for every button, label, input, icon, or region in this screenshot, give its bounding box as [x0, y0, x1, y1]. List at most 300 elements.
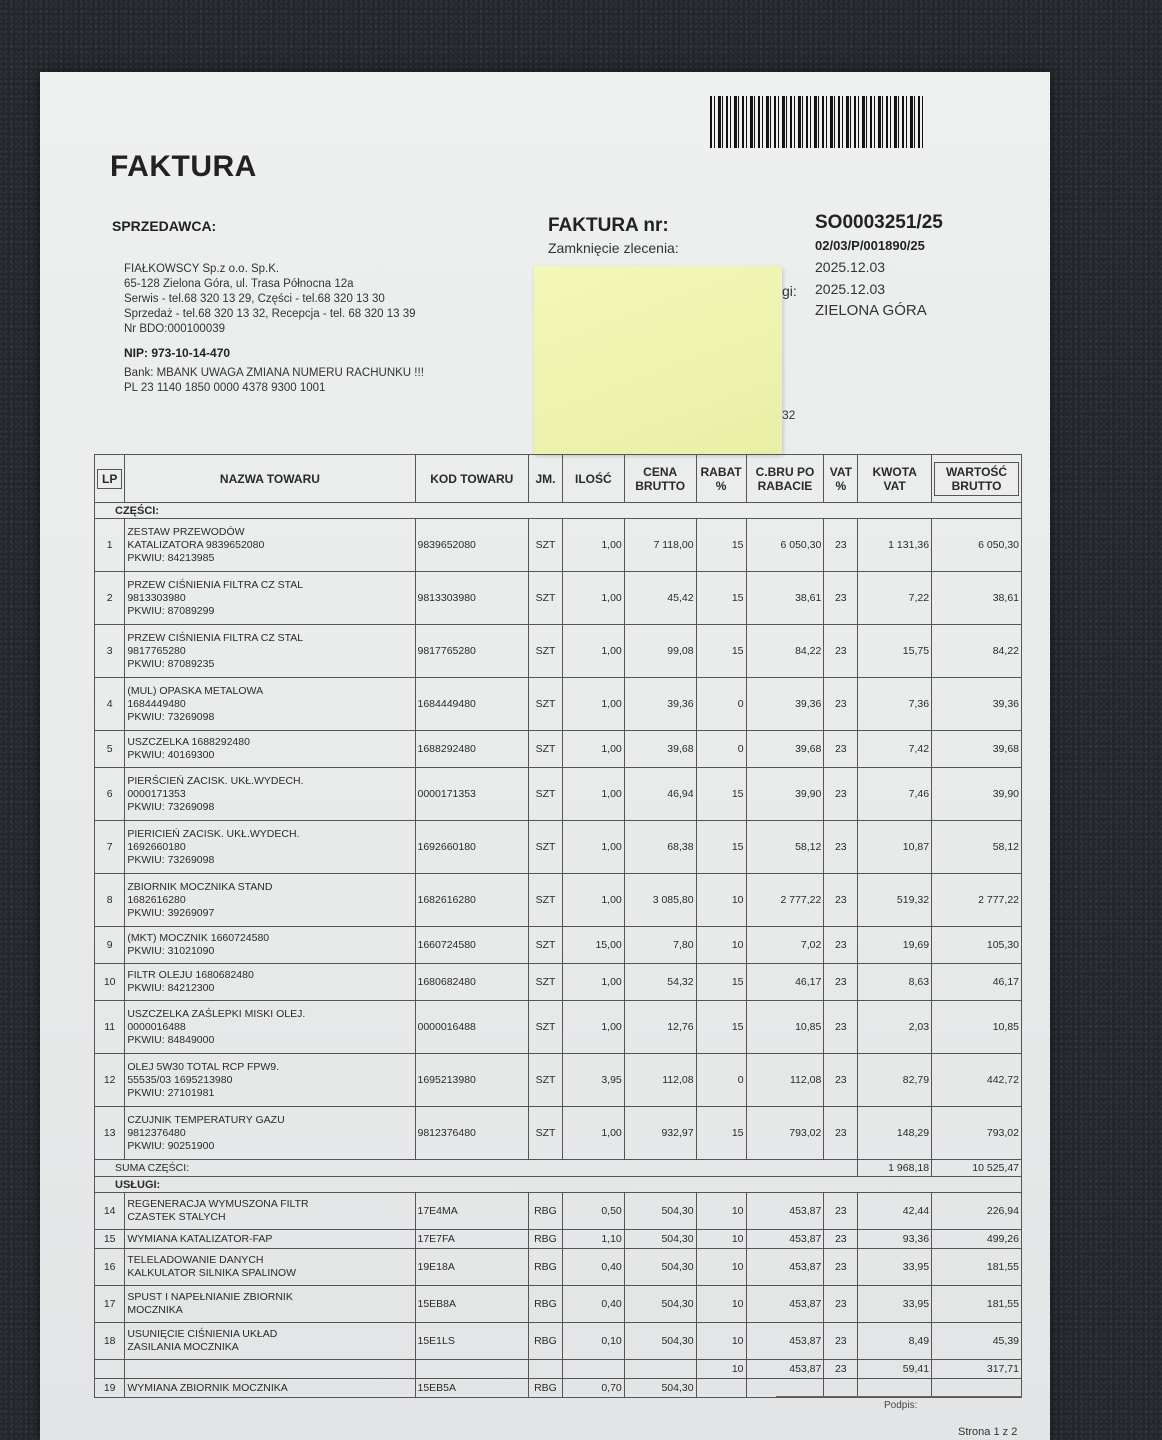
- item-name-line: CZASTEK STALYCH: [127, 1211, 226, 1223]
- table-cell: SZT: [529, 572, 563, 625]
- invoice-page: [40, 72, 1050, 1440]
- table-cell: [415, 1360, 529, 1379]
- table-cell: 504,30: [624, 1323, 696, 1360]
- table-cell: 0: [696, 731, 746, 768]
- section-row: [95, 503, 1022, 519]
- item-name-line: FILTR OLEJU 1680682480: [127, 969, 254, 981]
- col-discount: RABAT %: [696, 455, 746, 503]
- col-unit: JM.: [529, 455, 563, 503]
- table-row: [95, 1193, 1022, 1230]
- item-name-line: PIERICIEŃ ZACISK. UKŁ.WYDECH.: [127, 827, 300, 840]
- table-cell: 54,32: [624, 964, 696, 1001]
- table-cell: 1,00: [562, 731, 624, 768]
- table-cell: 23: [824, 964, 858, 1001]
- table-cell: SZT: [529, 1001, 563, 1054]
- table-row: [95, 731, 1022, 768]
- signature-line: [776, 1396, 1022, 1397]
- item-name-line: WYMIANA KATALIZATOR-FAP: [127, 1232, 273, 1245]
- table-cell: [125, 1323, 415, 1360]
- table-cell: 23: [824, 731, 858, 768]
- table-cell: 453,87: [746, 1323, 824, 1360]
- table-cell: 15: [696, 1107, 746, 1160]
- table-cell: 1,00: [562, 964, 624, 1001]
- table-row: [95, 1249, 1022, 1286]
- table-cell: 23: [824, 1193, 858, 1230]
- item-name-line: (MKT) MOCZNIK 1660724580: [127, 932, 270, 944]
- table-cell: 23: [824, 1286, 858, 1323]
- seller-line: 65-128 Zielona Góra, ul. Trasa Północna 12a: [124, 278, 354, 290]
- table-cell: 15: [696, 964, 746, 1001]
- table-cell: 17: [95, 1286, 125, 1323]
- table-cell: 499,26: [932, 1230, 1022, 1249]
- table-cell: 58,12: [932, 821, 1022, 874]
- table-row: [95, 768, 1022, 821]
- table-cell: 1695213980: [415, 1054, 529, 1107]
- table-cell: 7 118,00: [624, 519, 696, 572]
- table-cell: 10: [696, 1286, 746, 1323]
- table-cell: 10: [696, 1323, 746, 1360]
- table-cell: 6 050,30: [932, 519, 1022, 572]
- table-cell: 1,10: [562, 1230, 624, 1249]
- table-cell: 15: [95, 1230, 125, 1249]
- table-row: [95, 927, 1022, 964]
- page-number: Strona 1 z 2: [958, 1426, 1018, 1438]
- table-cell: 39,68: [624, 731, 696, 768]
- table-cell: 17E4MA: [415, 1193, 529, 1230]
- table-cell: 82,79: [858, 1054, 932, 1107]
- table-cell: 317,71: [932, 1360, 1022, 1379]
- table-cell: 15: [696, 768, 746, 821]
- item-name-line: PKWIU: 87089235: [127, 657, 215, 670]
- table-cell: 1,00: [562, 1001, 624, 1054]
- table-cell: SZT: [529, 1054, 563, 1107]
- table-cell: 19: [95, 1379, 125, 1398]
- table-cell: SZT: [529, 625, 563, 678]
- table-cell: 11: [95, 1001, 125, 1054]
- table-cell: 504,30: [624, 1249, 696, 1286]
- table-cell: 23: [824, 821, 858, 874]
- item-name-line: USUNIĘCIE CIŚNIENIA UKŁAD: [127, 1328, 278, 1340]
- table-cell: 15: [696, 519, 746, 572]
- table-cell: [125, 874, 415, 927]
- table-row: [95, 519, 1022, 572]
- col-gross: WARTOŚĆ BRUTTO: [932, 455, 1022, 503]
- seller-bank: [124, 366, 424, 396]
- table-cell: 0,70: [562, 1379, 624, 1398]
- table-cell: 1,00: [562, 572, 624, 625]
- table-cell: 45,42: [624, 572, 696, 625]
- table-cell: RBG: [529, 1379, 563, 1398]
- table-cell: 15EB5A: [415, 1379, 529, 1398]
- table-cell: [125, 1230, 415, 1249]
- table-cell: 932,97: [624, 1107, 696, 1160]
- table-cell: 39,68: [932, 731, 1022, 768]
- table-cell: 10,85: [932, 1001, 1022, 1054]
- table-cell: 7: [95, 821, 125, 874]
- table-cell: [125, 572, 415, 625]
- table-cell: [562, 1360, 624, 1379]
- service-date: 2025.12.03: [815, 281, 886, 297]
- table-cell: 23: [824, 519, 858, 572]
- item-name-line: PKWIU: 73269098: [127, 710, 215, 723]
- table-cell: RBG: [529, 1249, 563, 1286]
- table-row: [95, 1054, 1022, 1107]
- table-cell: 1,00: [562, 625, 624, 678]
- item-name-line: 55535/03 1695213980: [127, 1073, 233, 1086]
- table-row: [95, 678, 1022, 731]
- item-name-line: PIERŚCIEŃ ZACISK. UKŁ.WYDECH.: [127, 774, 304, 787]
- issue-date: 2025.12.03: [815, 259, 886, 275]
- table-cell: 1692660180: [415, 821, 529, 874]
- table-cell: [529, 1360, 563, 1379]
- table-cell: [696, 1379, 746, 1398]
- table-cell: 45,39: [932, 1323, 1022, 1360]
- table-cell: 23: [824, 1001, 858, 1054]
- parts-sum-row: [95, 1160, 1022, 1177]
- table-cell: SZT: [529, 678, 563, 731]
- table-cell: 7,36: [858, 678, 932, 731]
- table-cell: 2,03: [858, 1001, 932, 1054]
- invoice-label: FAKTURA nr:: [548, 215, 669, 236]
- table-cell: 23: [824, 1107, 858, 1160]
- table-cell: 3 085,80: [624, 874, 696, 927]
- item-name-line: MOCZNIKA: [127, 1304, 183, 1316]
- table-cell: 10: [696, 874, 746, 927]
- table-cell: 453,87: [746, 1249, 824, 1286]
- table-cell: 38,61: [932, 572, 1022, 625]
- table-cell: 10,87: [858, 821, 932, 874]
- table-cell: 3: [95, 625, 125, 678]
- item-name-line: PKWIU: 39269097: [127, 906, 215, 919]
- table-cell: 7,02: [746, 927, 824, 964]
- table-row: [95, 572, 1022, 625]
- table-cell: 84,22: [932, 625, 1022, 678]
- table-cell: 68,38: [624, 821, 696, 874]
- item-name-line: SPUST I NAPEŁNIANIE ZBIORNIK: [127, 1291, 293, 1303]
- item-name-line: TELELADOWANIE DANYCH: [127, 1254, 264, 1266]
- table-cell: 1,00: [562, 874, 624, 927]
- item-name-line: 1684449480: [127, 697, 186, 710]
- table-cell: 8,63: [858, 964, 932, 1001]
- table-cell: 39,90: [932, 768, 1022, 821]
- table-cell: 0: [696, 1054, 746, 1107]
- item-name-line: 0000016488: [127, 1020, 186, 1033]
- table-cell: 17E7FA: [415, 1230, 529, 1249]
- table-cell: 1,00: [562, 678, 624, 731]
- table-cell: [125, 1001, 415, 1054]
- col-net-price: C.BRU PO RABACIE: [746, 455, 824, 503]
- item-name-line: 9812376480: [127, 1126, 186, 1139]
- table-cell: 7,46: [858, 768, 932, 821]
- col-qty: ILOŚĆ: [562, 455, 624, 503]
- table-cell: [746, 1379, 824, 1398]
- table-cell: 23: [824, 572, 858, 625]
- seller-line: FIAŁKOWSCY Sp.z o.o. Sp.K.: [124, 263, 280, 275]
- table-cell: 181,55: [932, 1249, 1022, 1286]
- table-cell: 8,49: [858, 1323, 932, 1360]
- table-cell: 39,90: [746, 768, 824, 821]
- table-cell: 84,22: [746, 625, 824, 678]
- item-name-line: USZCZELKA 1688292480: [127, 736, 250, 748]
- table-cell: 33,95: [858, 1249, 932, 1286]
- closing-label: Zamknięcie zlecenia:: [548, 240, 679, 256]
- table-cell: 1,00: [562, 821, 624, 874]
- table-cell: 39,68: [746, 731, 824, 768]
- table-cell: 9817765280: [415, 625, 529, 678]
- table-row: [95, 1379, 1022, 1398]
- table-cell: SZT: [529, 1107, 563, 1160]
- table-cell: 9: [95, 927, 125, 964]
- table-cell: 504,30: [624, 1193, 696, 1230]
- table-cell: [125, 678, 415, 731]
- table-cell: 14: [95, 1193, 125, 1230]
- table-cell: RBG: [529, 1286, 563, 1323]
- table-cell: [932, 1379, 1022, 1398]
- table-cell: 2: [95, 572, 125, 625]
- table-cell: 0,10: [562, 1323, 624, 1360]
- item-name-line: PRZEW CIŚNIENIA FILTRA CZ STAL: [127, 631, 304, 644]
- col-price: CENA BRUTTO: [624, 455, 696, 503]
- table-row: [95, 1107, 1022, 1160]
- table-cell: 1,00: [562, 1107, 624, 1160]
- table-cell: [125, 1360, 415, 1379]
- table-cell: 453,87: [746, 1286, 824, 1323]
- table-cell: 1682616280: [415, 874, 529, 927]
- item-name-line: PKWIU: 84213985: [127, 551, 215, 564]
- order-number: 02/03/P/001890/25: [815, 238, 925, 253]
- seller-nip: NIP: 973-10-14-470: [124, 346, 231, 360]
- table-cell: 23: [824, 874, 858, 927]
- seller-header: SPRZEDAWCA:: [112, 218, 217, 234]
- table-cell: 39,36: [932, 678, 1022, 731]
- table-cell: 112,08: [624, 1054, 696, 1107]
- table-cell: 8: [95, 874, 125, 927]
- table-cell: 23: [824, 1230, 858, 1249]
- table-cell: 3,95: [562, 1054, 624, 1107]
- table-cell: 46,17: [746, 964, 824, 1001]
- table-row: [95, 964, 1022, 1001]
- item-name-line: PKWIU: 31021090: [127, 945, 215, 957]
- sticky-note: [534, 266, 782, 454]
- table-cell: 1: [95, 519, 125, 572]
- table-cell: 1 131,36: [858, 519, 932, 572]
- table-cell: 442,72: [932, 1054, 1022, 1107]
- table-row: [95, 625, 1022, 678]
- table-cell: 12: [95, 1054, 125, 1107]
- table-cell: 1,00: [562, 519, 624, 572]
- table-cell: SZT: [529, 768, 563, 821]
- seller-address: [124, 262, 416, 337]
- table-cell: 7,22: [858, 572, 932, 625]
- table-cell: SZT: [529, 874, 563, 927]
- item-name-line: PKWIU: 84212300: [127, 982, 215, 994]
- table-cell: 93,36: [858, 1230, 932, 1249]
- table-cell: 58,12: [746, 821, 824, 874]
- table-cell: SZT: [529, 821, 563, 874]
- table-cell: 59,41: [858, 1360, 932, 1379]
- table-cell: 1680682480: [415, 964, 529, 1001]
- issue-city: ZIELONA GÓRA: [815, 302, 927, 319]
- table-cell: 0: [696, 678, 746, 731]
- table-cell: 23: [824, 1323, 858, 1360]
- table-cell: 9812376480: [415, 1107, 529, 1160]
- table-cell: 793,02: [746, 1107, 824, 1160]
- table-cell: [125, 927, 415, 964]
- item-name-line: ZBIORNIK MOCZNIKA STAND: [127, 880, 273, 893]
- item-name-line: 1682616280: [127, 893, 186, 906]
- table-cell: 38,61: [746, 572, 824, 625]
- table-cell: 7,80: [624, 927, 696, 964]
- table-cell: [125, 1286, 415, 1323]
- table-cell: 15EB8A: [415, 1286, 529, 1323]
- table-cell: SZT: [529, 731, 563, 768]
- table-cell: 2 777,22: [746, 874, 824, 927]
- table-cell: SZT: [529, 519, 563, 572]
- table-cell: 15,75: [858, 625, 932, 678]
- table-cell: [95, 1360, 125, 1379]
- item-name-line: PKWIU: 87089299: [127, 604, 215, 617]
- table-cell: [125, 1193, 415, 1230]
- table-cell: 7,42: [858, 731, 932, 768]
- table-cell: 4: [95, 678, 125, 731]
- table-cell: 99,08: [624, 625, 696, 678]
- bank-line: PL 23 1140 1850 0000 4378 9300 1001: [124, 382, 326, 394]
- table-cell: 23: [824, 1360, 858, 1379]
- table-cell: 453,87: [746, 1230, 824, 1249]
- table-cell: 46,94: [624, 768, 696, 821]
- table-cell: 148,29: [858, 1107, 932, 1160]
- table-row: [95, 821, 1022, 874]
- table-cell: 23: [824, 625, 858, 678]
- table-cell: 15: [696, 572, 746, 625]
- table-cell: 0,40: [562, 1249, 624, 1286]
- table-cell: [125, 821, 415, 874]
- item-name-line: PKWIU: 27101981: [127, 1086, 215, 1099]
- table-cell: 15: [696, 1001, 746, 1054]
- table-cell: 10: [696, 1360, 746, 1379]
- table-cell: 9839652080: [415, 519, 529, 572]
- table-cell: 15,00: [562, 927, 624, 964]
- table-cell: 0000171353: [415, 768, 529, 821]
- table-cell: 793,02: [932, 1107, 1022, 1160]
- table-row: [95, 874, 1022, 927]
- table-cell: [125, 1107, 415, 1160]
- table-cell: 19E18A: [415, 1249, 529, 1286]
- table-cell: [125, 1054, 415, 1107]
- table-cell: [125, 519, 415, 572]
- table-cell: [624, 1360, 696, 1379]
- col-vat-amount: KWOTA VAT: [858, 455, 932, 503]
- item-name-line: PRZEW CIŚNIENIA FILTRA CZ STAL: [127, 578, 304, 591]
- bank-line: Bank: MBANK UWAGA ZMIANA NUMERU RACHUNKU !!!: [124, 367, 424, 379]
- item-name-line: 9817765280: [127, 644, 186, 657]
- item-name-line: 9813303980: [127, 591, 186, 604]
- invoice-number: SO0003251/25: [815, 212, 943, 233]
- item-name-line: 1692660180: [127, 840, 186, 853]
- table-cell: 10: [696, 1193, 746, 1230]
- table-cell: [125, 1379, 415, 1398]
- table-cell: [858, 1379, 932, 1398]
- item-name-line: REGENERACJA WYMUSZONA FILTR: [127, 1198, 309, 1210]
- table-cell: 105,30: [932, 927, 1022, 964]
- table-cell: 1 968,18: [858, 1160, 932, 1177]
- table-header-row: [95, 455, 1022, 503]
- item-name-line: PKWIU: 90251900: [127, 1139, 215, 1152]
- table-cell: 15: [696, 625, 746, 678]
- table-cell: 23: [824, 1249, 858, 1286]
- table-cell: 1688292480: [415, 731, 529, 768]
- item-name-line: ZASILANIA MOCZNIKA: [127, 1341, 239, 1353]
- item-name-line: PKWIU: 40169300: [127, 749, 215, 761]
- table-cell: 10: [696, 1249, 746, 1286]
- table-cell: 10: [696, 1230, 746, 1249]
- table-cell: 15: [696, 821, 746, 874]
- table-cell: 504,30: [624, 1379, 696, 1398]
- table-cell: [125, 964, 415, 1001]
- seller-line: Serwis - tel.68 320 13 29, Części - tel.68 320 13 30: [124, 293, 385, 305]
- item-name-line: WYMIANA ZBIORNIK MOCZNIKA: [127, 1381, 288, 1394]
- table-cell: 0000016488: [415, 1001, 529, 1054]
- table-cell: [125, 768, 415, 821]
- table-cell: [824, 1379, 858, 1398]
- item-name-line: ZESTAW PRZEWODÓW: [127, 525, 245, 538]
- table-cell: 519,32: [858, 874, 932, 927]
- col-name: NAZWA TOWARU: [125, 455, 415, 503]
- table-cell: 226,94: [932, 1193, 1022, 1230]
- table-cell: 13: [95, 1107, 125, 1160]
- section-row: [95, 1177, 1022, 1193]
- item-name-line: PKWIU: 84849000: [127, 1033, 215, 1046]
- table-cell: 1684449480: [415, 678, 529, 731]
- table-row: [95, 1360, 1022, 1379]
- table-row: [95, 1001, 1022, 1054]
- col-code: KOD TOWARU: [415, 455, 529, 503]
- item-name-line: 0000171353: [127, 787, 186, 800]
- table-cell: 2 777,22: [932, 874, 1022, 927]
- col-lp: LP: [95, 455, 125, 503]
- table-row: [95, 1323, 1022, 1360]
- partial-label: gi:: [782, 283, 797, 299]
- item-name-line: KATALIZATORA 9839652080: [127, 538, 265, 551]
- table-cell: 15E1LS: [415, 1323, 529, 1360]
- table-cell: 453,87: [746, 1360, 824, 1379]
- table-cell: 0,50: [562, 1193, 624, 1230]
- table-cell: 504,30: [624, 1230, 696, 1249]
- table-cell: 18: [95, 1323, 125, 1360]
- seller-line: Nr BDO:000100039: [124, 323, 226, 335]
- table-cell: 12,76: [624, 1001, 696, 1054]
- seller-line: Sprzedaż - tel.68 320 13 32, Recepcja - tel. 68 320 13 39: [124, 308, 416, 320]
- table-cell: 39,36: [746, 678, 824, 731]
- signature-label: Podpis:: [884, 1400, 918, 1411]
- table-cell: 0,40: [562, 1286, 624, 1323]
- table-cell: USŁUGI:: [95, 1177, 1022, 1193]
- partial-number: 32: [782, 408, 796, 422]
- items-table: [94, 454, 1022, 1398]
- barcode: [710, 96, 924, 148]
- table-cell: [125, 625, 415, 678]
- table-row: [95, 1230, 1022, 1249]
- table-cell: 10,85: [746, 1001, 824, 1054]
- table-cell: 23: [824, 678, 858, 731]
- table-cell: 23: [824, 768, 858, 821]
- table-cell: 453,87: [746, 1193, 824, 1230]
- table-cell: 33,95: [858, 1286, 932, 1323]
- item-name-line: KALKULATOR SILNIKA SPALINOW: [127, 1267, 296, 1279]
- table-cell: 23: [824, 927, 858, 964]
- table-cell: SZT: [529, 927, 563, 964]
- table-cell: 6 050,30: [746, 519, 824, 572]
